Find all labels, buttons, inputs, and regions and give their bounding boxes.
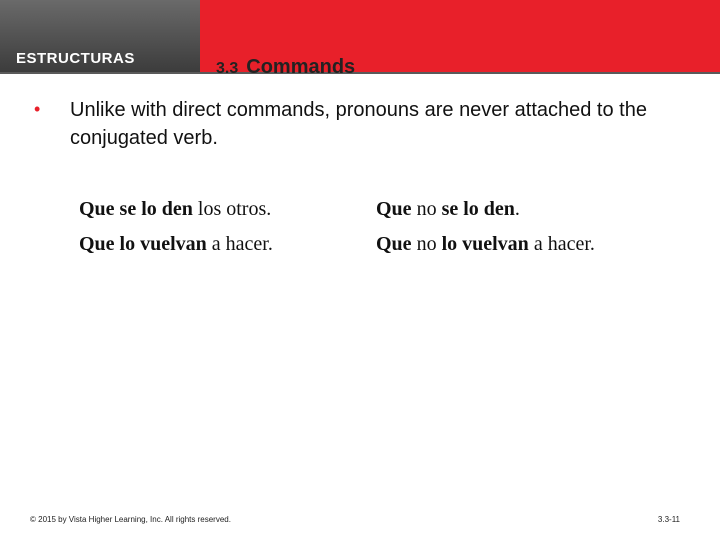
section-number: 3.3 — [216, 60, 239, 77]
example-left-1 — [79, 198, 271, 221]
example-normal: a hacer. — [528, 233, 595, 255]
section-title — [216, 44, 355, 81]
example-bold: Que — [376, 233, 412, 255]
example-normal: a hacer. — [206, 233, 273, 255]
bullet-icon: • — [34, 99, 41, 119]
example-normal: . — [514, 198, 520, 220]
example-bold: Que se lo den — [79, 198, 193, 220]
example-bold: se lo den — [441, 198, 515, 220]
example-right-2 — [376, 233, 595, 256]
header-divider — [0, 72, 720, 74]
example-bold: Que lo vuelvan — [79, 233, 207, 255]
example-normal: los otros. — [192, 198, 272, 220]
section-name: Commands — [246, 56, 356, 78]
book-title: ESTRUCTURAS — [16, 50, 135, 67]
footer-page-number: 3.3-11 — [657, 515, 680, 524]
bullet-text: Unlike with direct commands, pronouns are never attached to the conjugated verb. — [70, 99, 647, 149]
example-bold: lo vuelvan — [441, 233, 529, 255]
bullet-item — [34, 96, 654, 152]
example-left-2 — [79, 233, 273, 256]
example-normal: no — [411, 198, 442, 220]
example-normal: no — [411, 233, 442, 255]
footer-copyright: © 2015 by Vista Higher Learning, Inc. All rights reserved. — [30, 515, 231, 524]
example-bold: Que — [376, 198, 412, 220]
example-right-1 — [376, 198, 520, 221]
